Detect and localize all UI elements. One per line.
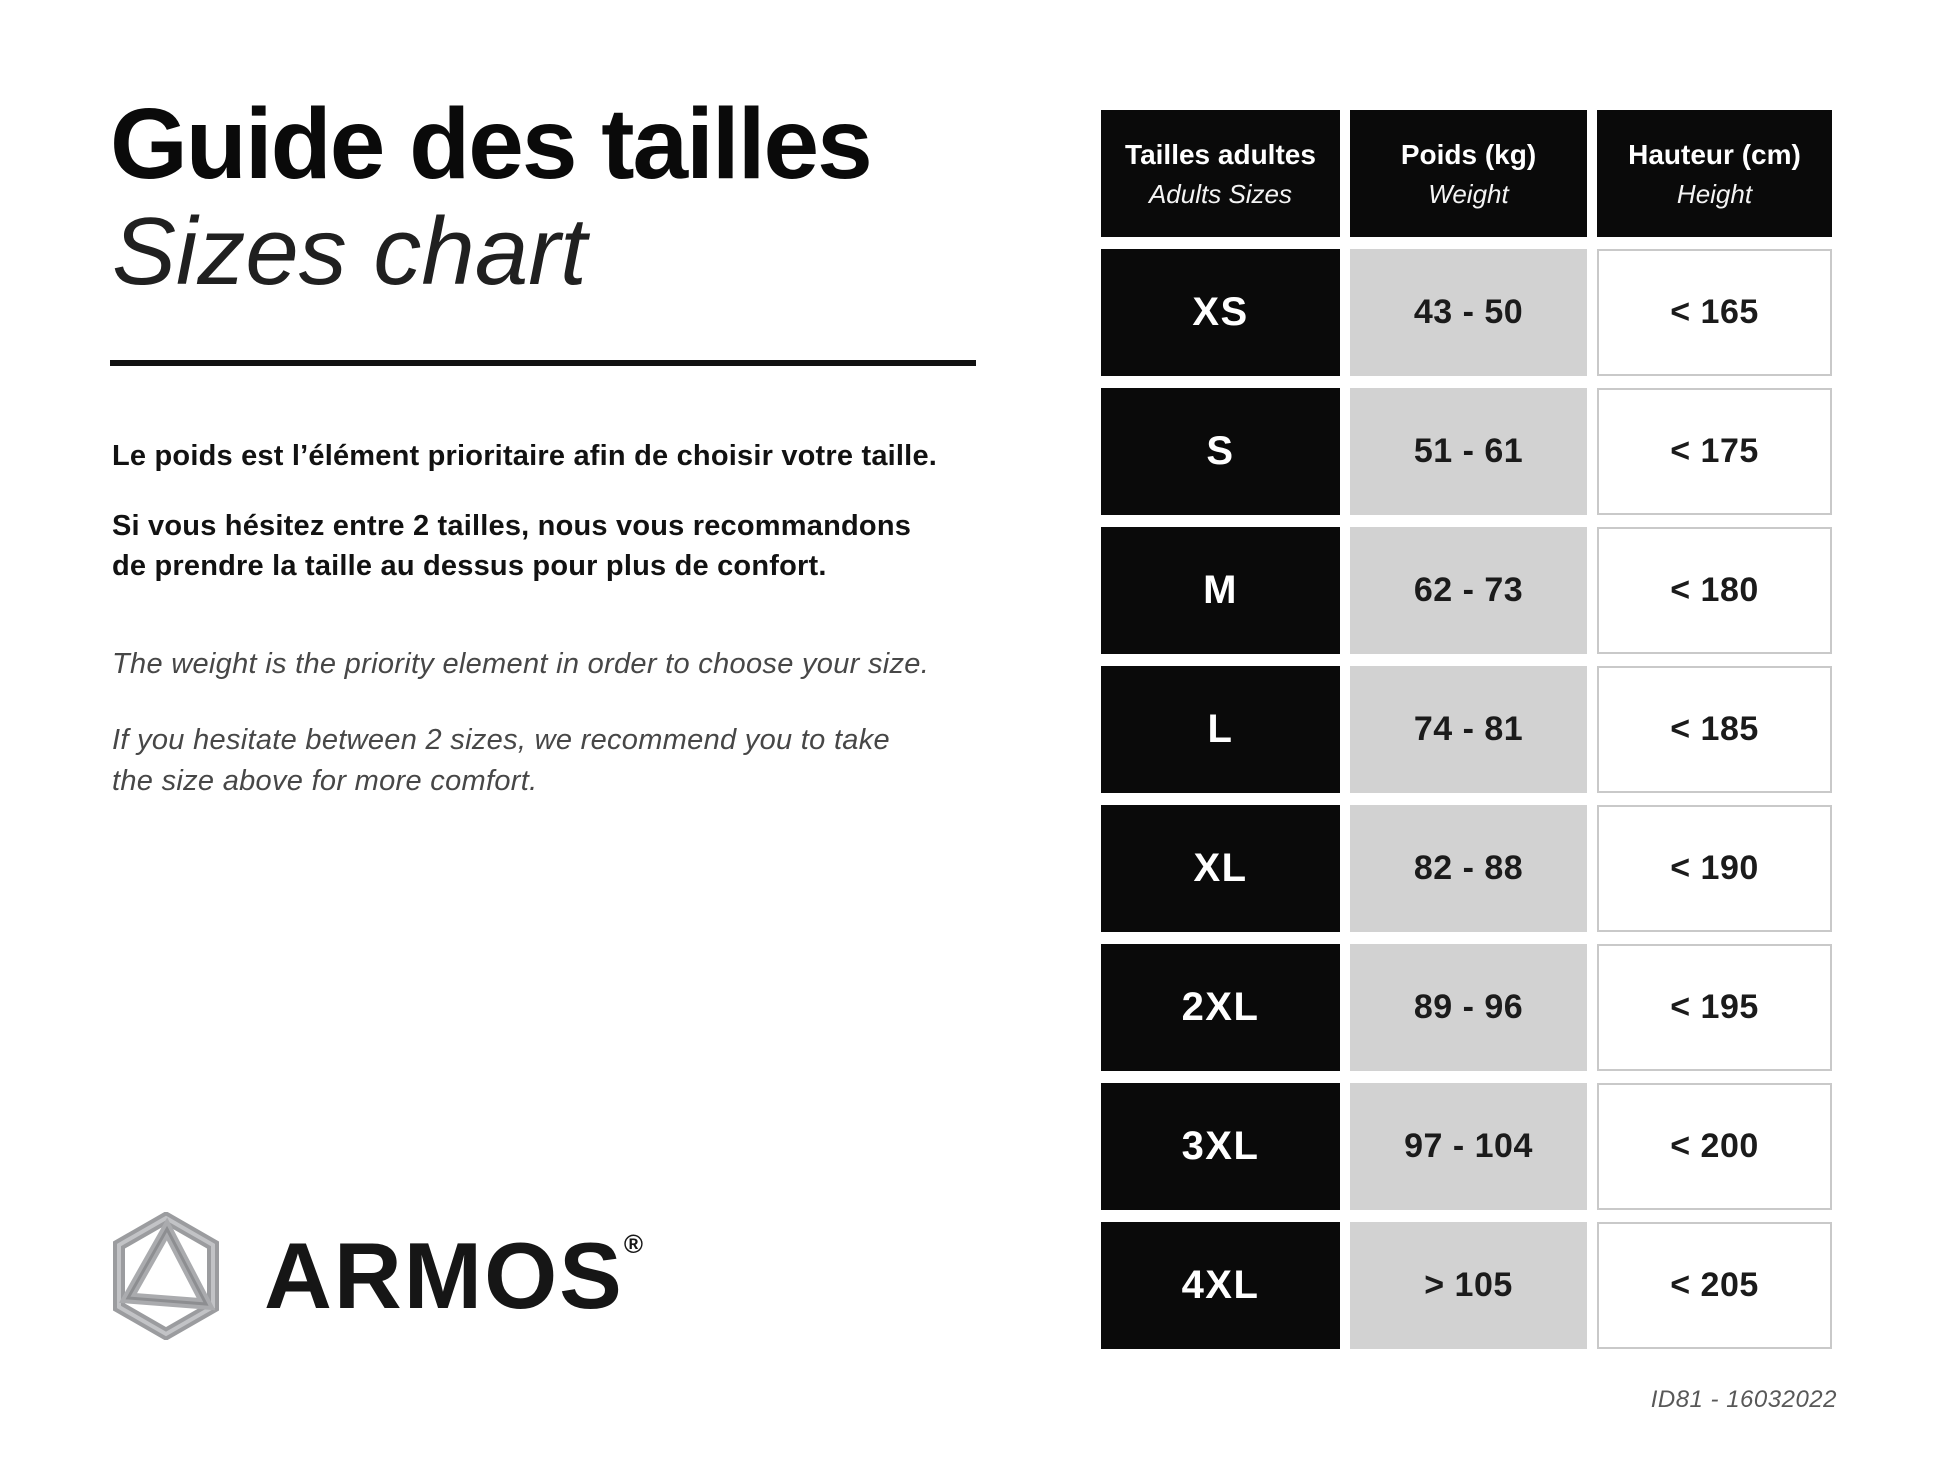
intro-text-fr-hesitate-line1: Si vous hésitez entre 2 tailles, nous vous recommandons [112,510,912,542]
header-sizes-fr: Tailles adultes [1125,139,1316,171]
weight-cell-2xl: 89 - 96 [1350,944,1587,1071]
header-height [1597,110,1832,237]
weight-cell-3xl: 97 - 104 [1350,1083,1587,1210]
weight-cell-l: 74 - 81 [1350,666,1587,793]
intro-text-fr-weight: Le poids est l’élément prioritaire afin de choisir votre taille. [112,440,938,472]
header-height-fr: Hauteur (cm) [1628,139,1801,171]
header-weight-en: Weight [1428,179,1509,209]
header-sizes-en: Adults Sizes [1148,179,1293,209]
title-divider [110,360,976,366]
size-cell-3xl: 3XL [1101,1083,1340,1210]
header-weight [1350,110,1587,237]
header-weight-fr: Poids (kg) [1400,139,1537,171]
size-cell-2xl: 2XL [1101,944,1340,1071]
weight-cell-s: 51 - 61 [1350,388,1587,515]
intro-text-en-weight: The weight is the priority element in order to choose your size. [112,648,930,680]
size-cell-xl: XL [1101,805,1340,932]
page-subtitle: Sizes chart [112,198,587,305]
size-cell-m: M [1101,527,1340,654]
size-cell-l: L [1101,666,1340,793]
height-cell-2xl: < 195 [1597,944,1832,1071]
weight-cell-xs: 43 - 50 [1350,249,1587,376]
document-reference: ID81 - 16032022 [1650,1386,1837,1413]
size-cell-s: S [1101,388,1340,515]
intro-text-fr-hesitate-line2: de prendre la taille au dessus pour plus de confort. [112,550,827,582]
size-table [1101,110,1832,1349]
intro-text-en-hesitate-line2: the size above for more comfort. [112,765,538,797]
size-cell-4xl: 4XL [1101,1222,1340,1349]
weight-cell-xl: 82 - 88 [1350,805,1587,932]
intro-text-en-hesitate-line1: If you hesitate between 2 sizes, we recommend you to take [112,724,890,756]
height-cell-m: < 180 [1597,527,1832,654]
intro-text-fr-hesitate [112,506,911,586]
header-sizes [1101,110,1340,237]
height-cell-4xl: < 205 [1597,1222,1832,1349]
height-cell-xs: < 165 [1597,249,1832,376]
brand-wordmark [264,1223,644,1328]
size-cell-xs: XS [1101,249,1340,376]
brand-logo [112,1210,643,1342]
weight-cell-m: 62 - 73 [1350,527,1587,654]
height-cell-xl: < 190 [1597,805,1832,932]
height-cell-s: < 175 [1597,388,1832,515]
height-cell-3xl: < 200 [1597,1083,1832,1210]
weight-cell-4xl: > 105 [1350,1222,1587,1349]
intro-text-en-hesitate [112,720,890,802]
page-title: Guide des tailles [110,88,871,200]
armos-hexagon-icon [112,1212,220,1340]
brand-name-text: ARMOS [264,1223,624,1328]
registered-trademark-symbol: ® [623,1229,644,1259]
header-height-en: Height [1676,179,1753,209]
height-cell-l: < 185 [1597,666,1832,793]
